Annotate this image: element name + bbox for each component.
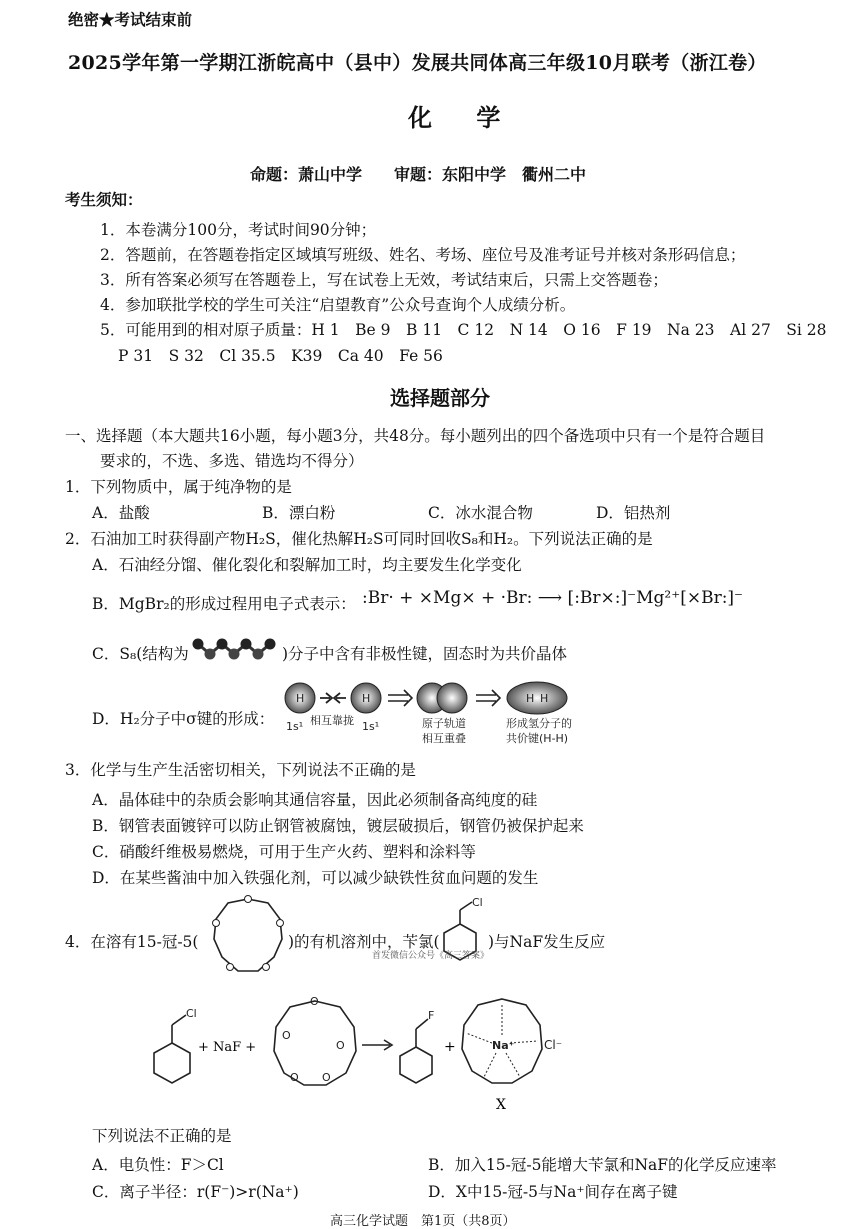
part-instruction: 一、选择题（本大题共16小题，每小题3分，共48分。每小题列出的四个备选项中只有一个是符合题目 bbox=[65, 427, 766, 445]
svg-text:Cl: Cl bbox=[472, 896, 483, 909]
q4-option-a: A．电负性：F＞Cl bbox=[92, 1156, 224, 1174]
label-1s1-right: 1s¹ bbox=[362, 720, 380, 733]
svg-text:H: H bbox=[296, 692, 305, 705]
svg-text:O: O bbox=[290, 1071, 299, 1084]
svg-text:H: H bbox=[362, 692, 371, 705]
label-approach: 相互靠拢 bbox=[310, 714, 354, 727]
q3-option-b: B．钢管表面镀锌可以防止钢管被腐蚀，镀层破损后，钢管仍被保护起来 bbox=[92, 817, 584, 835]
author-line: 命题：萧山中学 审题：东阳中学 衢州二中 bbox=[250, 165, 587, 184]
q4-option-d: D．X中15-冠-5与Na⁺间存在离子键 bbox=[428, 1183, 678, 1201]
q3-option-c: C．硝酸纤维极易燃烧，可用于生产火药、塑料和涂料等 bbox=[92, 843, 476, 861]
page-footer: 高三化学试题 第1页（共8页） bbox=[330, 1214, 516, 1229]
svg-text:O: O bbox=[282, 1029, 291, 1042]
svg-text:F: F bbox=[428, 1009, 435, 1022]
notice-item: 1．本卷满分100分，考试时间90分钟； bbox=[100, 221, 377, 239]
svg-text:Cl⁻: Cl⁻ bbox=[544, 1038, 563, 1052]
q4-stem-a: 4．在溶有15-冠-5( bbox=[65, 933, 199, 951]
part-instruction: 要求的，不选、多选、错选均不得分） bbox=[100, 452, 364, 470]
q2-stem: 2．石油加工时获得副产物H₂S，催化热解H₂S可同时回收S₈和H₂。下列说法正确的是 bbox=[65, 530, 653, 548]
reaction-equation-diagram bbox=[140, 985, 620, 1115]
svg-text:O: O bbox=[322, 1071, 331, 1084]
q3-option-d: D．在某些酱油中加入铁强化剂，可以减少缺铁性贫血问题的发生 bbox=[92, 869, 539, 887]
svg-text:O: O bbox=[336, 1039, 345, 1052]
notice-item: 2．答题前，在答题卷指定区域填写班级、姓名、考场、座位号及准考证号并核对条形码信息； bbox=[100, 246, 746, 264]
sigma-bond-formation-diagram bbox=[282, 680, 592, 752]
label-covalent: 共价键(H-H) bbox=[506, 732, 569, 745]
q1-option-b: B．漂白粉 bbox=[262, 504, 336, 522]
q4-option-c: C．离子半径：r(F⁻)>r(Na⁺) bbox=[92, 1183, 299, 1201]
q4-stem-c: )与NaF发生反应 bbox=[488, 933, 606, 951]
q1-option-c: C．冰水混合物 bbox=[428, 504, 533, 522]
watermark: 首发微信公众号《高三答案》 bbox=[372, 951, 490, 961]
label-1s1-left: 1s¹ bbox=[286, 720, 304, 733]
q3-option-a: A．晶体硅中的杂质会影响其通信容量，因此必须制备高纯度的硅 bbox=[92, 791, 538, 809]
label-orbital: 原子轨道 bbox=[422, 717, 466, 730]
q4-stem-b: )的有机溶剂中，苄氯( bbox=[288, 933, 440, 951]
q2-option-c-suffix: )分子中含有非极性键，固态时为共价晶体 bbox=[282, 645, 568, 663]
svg-text:Na⁺: Na⁺ bbox=[492, 1039, 515, 1052]
q1-option-d: D．铝热剂 bbox=[596, 504, 671, 522]
q4-option-b: B．加入15-冠-5能增大苄氯和NaF的化学反应速率 bbox=[428, 1156, 777, 1174]
notice-item: 3．所有答案必须写在答题卷上，写在试卷上无效，考试结束后，只需上交答题卷； bbox=[100, 271, 668, 289]
q1-stem: 1．下列物质中，属于纯净物的是 bbox=[65, 478, 292, 496]
q2-option-c-prefix: C．S₈(结构为 bbox=[92, 645, 189, 663]
notice-heading: 考生须知： bbox=[65, 190, 143, 209]
q2-option-a: A．石油经分馏、催化裂化和裂解加工时，均主要发生化学变化 bbox=[92, 556, 522, 574]
notice-item: 4．参加联批学校的学生可关注“启望教育”公众号查询个人成绩分析。 bbox=[100, 296, 576, 314]
q4-ask: 下列说法不正确的是 bbox=[92, 1127, 232, 1145]
svg-text:O: O bbox=[310, 995, 319, 1008]
label-form-h2: 形成氢分子的 bbox=[506, 717, 572, 730]
subject-title: 化 学 bbox=[408, 103, 519, 132]
notice-item: P 31 S 32 Cl 35.5 K39 Ca 40 Fe 56 bbox=[118, 347, 443, 365]
q2-option-d-prefix: D．H₂分子中σ键的形成： bbox=[92, 710, 275, 728]
svg-text:H: H bbox=[540, 692, 549, 705]
q2-option-b: B．MgBr₂的形成过程用电子式表示： bbox=[92, 595, 356, 613]
secret-label: 绝密★考试结束前 bbox=[68, 10, 193, 29]
crown-ether-structure-small bbox=[208, 893, 288, 981]
svg-text:+ NaF +: + NaF + bbox=[198, 1040, 257, 1055]
electron-dot-equation: :Br· + ×Mg× + ·Br: ⟶ [:Br×:]⁻Mg²⁺[×Br:]⁻ bbox=[362, 588, 744, 608]
notice-item: 5．可能用到的相对原子质量：H 1 Be 9 B 11 C 12 N 14 O 16 F 19 Na 23 Al 27 Si 28 bbox=[100, 321, 827, 339]
svg-text:H: H bbox=[526, 692, 535, 705]
svg-text:X: X bbox=[496, 1097, 506, 1113]
svg-text:+: + bbox=[444, 1039, 456, 1055]
svg-text:Cl: Cl bbox=[186, 1007, 197, 1020]
q3-stem: 3．化学与生产生活密切相关，下列说法不正确的是 bbox=[65, 761, 416, 779]
section-title: 选择题部分 bbox=[390, 386, 490, 410]
exam-title: 2025学年第一学期江浙皖高中（县中）发展共同体高三年级10月联考（浙江卷） bbox=[68, 52, 767, 74]
s8-structure-diagram bbox=[190, 634, 282, 664]
label-overlap: 相互重叠 bbox=[422, 732, 466, 745]
q1-option-a: A．盐酸 bbox=[92, 504, 150, 522]
